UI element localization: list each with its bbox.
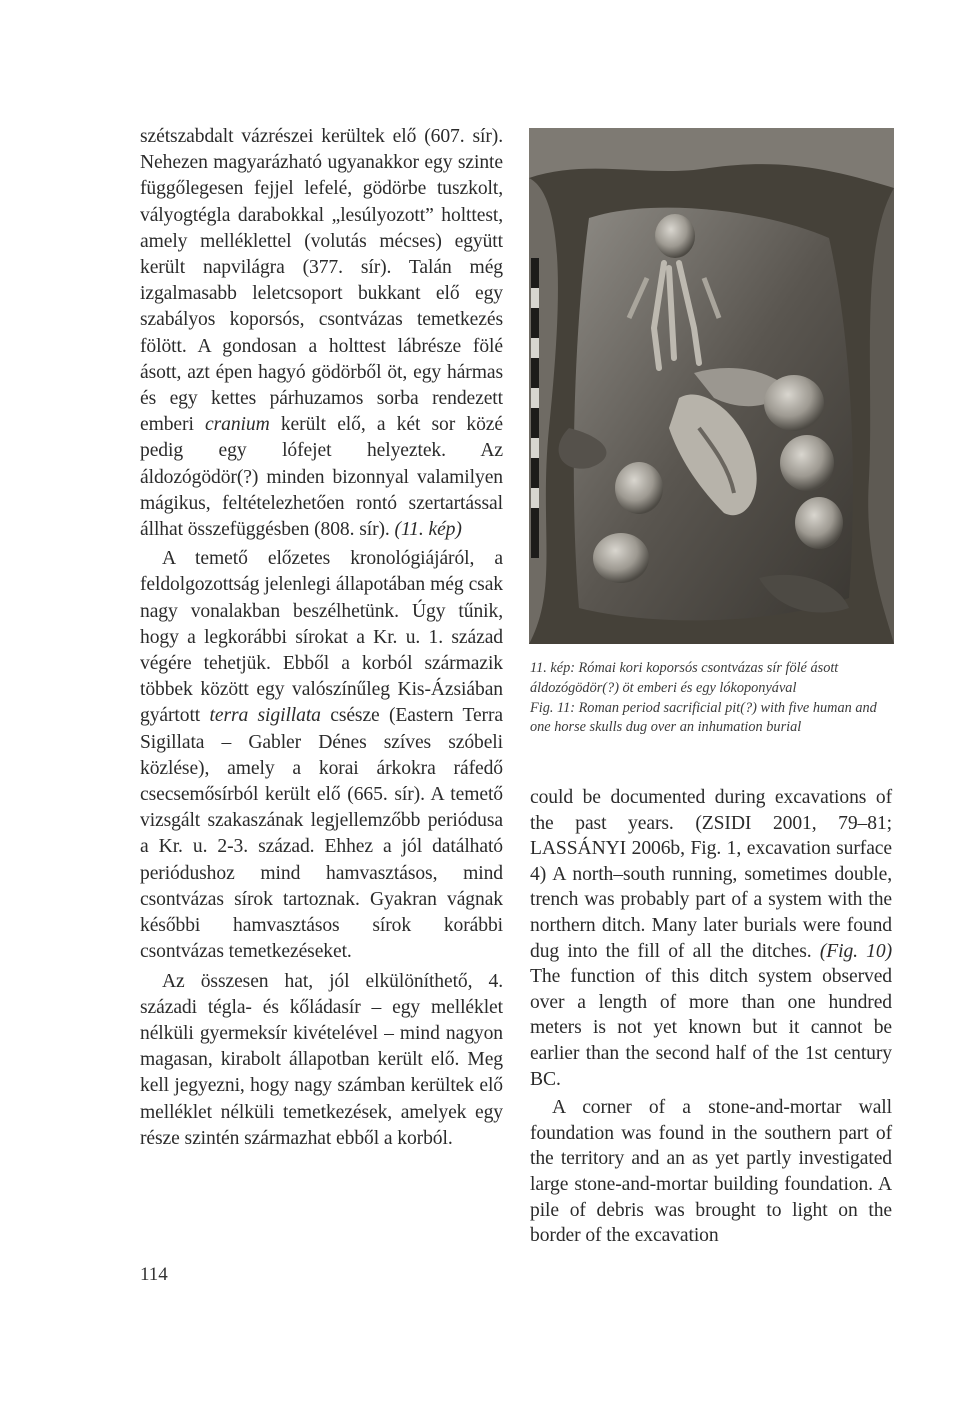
figure-reference: (Fig. 10) [819, 940, 893, 962]
paragraph-wall-foundation: A corner of a stone-and-mortar wall foundation was found in the southern part of the territory and an as yet partly investigated large stone-and-mortar building foundation. A pile of debris was brought to light on the border of the excavation [530, 1097, 892, 1247]
term-terra-sigillata: terra sigillata [209, 705, 321, 727]
right-text-column [530, 785, 892, 1249]
paragraph-grave-finds: szétszabdalt vázrészei kerültek elő (607. sír). Nehezen magyarázható ugyanakkor egy szinte függőlegesen fejjel lefelé, gödörbe tuszkolt, vályogtégla darabokkal „lesúlyozott” holttest, amely melléklettel (volutás mécses) együtt került napvilágra (377. sír). Talán még izgalmasabb leletcsoport bukkant elő egy szabályos koporsós, csontvázas temetkezés fölött. A gondosan a holttest lábrésze fölé ásott, azt épen hagyó gödörből öt, egy hármas és egy kettes párhuzamos sorba rendezett emberi cranium került elő, a két sor közé pedig egy lófejet helyeztek. Az áldozógödör(?) minden bizonnyal valamilyen mágikus, feltételezhetően rontó szertartással állhat összefüggésben (808. sír). (11. kép) [140, 126, 503, 541]
figure-caption [530, 659, 892, 738]
paragraph-chronology: A temető előzetes kronológiájáról, a feldolgozottság jelenlegi állapotában még csak nagy vonalakban beszélhetünk. Úgy tűnik, hogy a legkorábbi sírokat a Kr. u. 1. század végére tehetjük. Ebből a korból származik többek között egy valószínűleg Kis-Ázsiában gyártott terra sigillata csésze (Eastern Terra Sigillata – Gabler Dénes szíves szóbeli közlése), amely a korai árkokra ráfedő csecsemősírból került elő (665. sír). A temető vizsgált szakaszának legjellemzőbb periódusa a Kr. u. 2-3. század. Ehhez a jól datálható periódushoz mind hamvasztásos, mind csontvázas sírok tartoznak. Gyakran vágnak későbbi hamvasztásos sírok korábbi csontvázas temetkezéseket. [140, 548, 504, 963]
page-number: 114 [140, 1264, 168, 1285]
burial-photograph [529, 128, 894, 644]
paragraph-late-graves: Az összesen hat, jól elkülöníthető, 4. századi tégla- és kőládasír – egy melléklet nélküli gyermeksír kivételével – mind nagyon magasan, kirabolt állapotban került elő. Meg kell jegyezni, hogy nagy számban kerültek elő melléklet nélküli temetkezések, amelyek egy része szintén származhat ebből a korból. [140, 970, 503, 1149]
paragraph-ditch-system: could be documented during excavations of the past years. (ZSIDI 2001, 79–81; LASSÁNYI 2006b, Fig. 1, excavation surface 4) A north–south running, sometimes double, trench was probably part of a system with the northern ditch. Many later burials were found dug into the fill of all the ditches. (Fig. 10) The function of this ditch system observed over a length of more than one hundred meters is not yet known but it cannot be earlier than the second half of the 1st century BC. [530, 787, 893, 1090]
excavation-photo [529, 128, 894, 644]
caption-hungarian: 11. kép: Római kori koporsós csontvázas sír fölé ásott áldozógödör(?) öt emberi és egy lókoponyával [530, 660, 839, 696]
caption-english: Fig. 11: Roman period sacrificial pit(?) with five human and one horse skulls dug over an inhumation burial [530, 699, 877, 736]
left-text-column [140, 124, 503, 1152]
term-cranium: cranium [205, 414, 270, 436]
figure-reference: (11. kép) [394, 519, 462, 541]
